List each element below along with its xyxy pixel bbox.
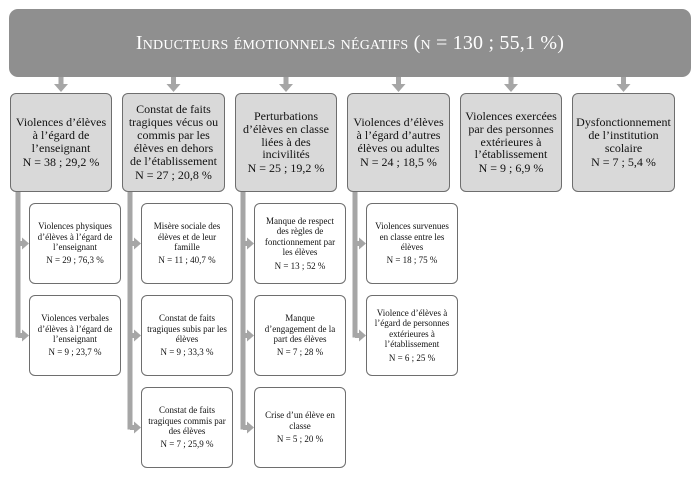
subcategory-name: Manque de respect des règles de fonctionnement par les élèves	[264, 216, 336, 258]
subcategory-box	[29, 295, 121, 376]
subcategory-stat: N = 6 ; 25 %	[388, 352, 436, 363]
category-box	[572, 93, 675, 192]
category-name: Dysfonctionnement de l’institution scolaire	[576, 115, 671, 155]
category-stat: N = 25 ; 19,2 %	[247, 161, 325, 176]
category-name: Violences d’élèves à l’égard de l’enseignant	[15, 115, 107, 155]
subcategory-box	[254, 295, 346, 376]
header-arrow-head	[279, 84, 293, 92]
connector-arrow-head	[134, 422, 141, 434]
connector-arrow-head	[247, 330, 254, 342]
subcategory-box	[141, 203, 233, 284]
connector-arrow-head	[22, 238, 29, 250]
subcategory-stat: N = 13 ; 52 %	[274, 260, 326, 271]
subcategory-name: Crise d’un élève en classe	[265, 410, 335, 431]
category-box	[347, 93, 450, 192]
header-arrow-head	[617, 84, 631, 92]
subcategory-name: Violences physiques d’élèves à l’égard de l’enseignant	[37, 221, 113, 252]
subcategory-box	[254, 387, 346, 468]
category-box	[235, 93, 337, 192]
subcategory-box	[366, 295, 458, 376]
subcategory-stat: N = 7 ; 25,9 %	[160, 439, 214, 450]
connector-arrow-head	[359, 238, 366, 250]
connector-arrow-head	[359, 330, 366, 342]
header-arrow-head	[167, 84, 181, 92]
subcategory-stat: N = 11 ; 40,7 %	[158, 255, 216, 266]
subcategory-box	[141, 387, 233, 468]
subcategory-stat: N = 29 ; 76,3 %	[46, 255, 104, 266]
subcategory-stat: N = 5 ; 20 %	[276, 434, 324, 445]
subcategory-stat: N = 9 ; 33,3 %	[160, 347, 214, 358]
category-name: Violences exercées par des personnes extérieures à l’établissement	[465, 108, 557, 162]
category-box	[10, 93, 112, 192]
connector-arrow-head	[247, 422, 254, 434]
subcategory-name: Violences verbales d’élèves à l’égard de l’enseignant	[37, 313, 113, 344]
category-name: Perturbations d’élèves en classe liées à des incivilités	[243, 108, 329, 162]
subcategory-box	[141, 295, 233, 376]
header-title-text: Inducteurs émotionnels négatifs (n = 130 ; 55,1 %)	[135, 31, 565, 54]
header-arrow-head	[504, 84, 518, 92]
category-stat: N = 7 ; 5,4 %	[591, 154, 656, 169]
subcategory-name: Violences survenues en classe entre les élèves	[375, 221, 449, 252]
category-stat: N = 24 ; 18,5 %	[360, 154, 437, 169]
category-stat: N = 27 ; 20,8 %	[135, 167, 212, 182]
category-box	[460, 93, 562, 192]
category-box	[122, 93, 225, 192]
subcategory-name: Constat de faits tragiques subis par les élèves	[147, 313, 227, 344]
category-stat: N = 9 ; 6,9 %	[478, 161, 544, 176]
connector-arrow-head	[247, 238, 254, 250]
subcategory-box	[29, 203, 121, 284]
subcategory-name: Constat de faits tragiques commis par des élèves	[148, 405, 226, 436]
subcategory-name: Violence d’élèves à l’égard de personnes extérieures à l’établissement	[374, 308, 450, 350]
category-name: Constat de faits tragiques vécus ou commis par les élèves en dehors de l’établissement	[128, 102, 219, 168]
category-stat: N = 38 ; 29,2 %	[22, 154, 100, 169]
header-arrow-head	[392, 84, 406, 92]
subcategory-name: Manque d’engagement de la part des élèves	[264, 313, 336, 344]
connector-arrow-head	[134, 330, 141, 342]
header-arrow-head	[54, 84, 68, 92]
subcategory-stat: N = 18 ; 75 %	[386, 255, 438, 266]
subcategory-box	[254, 203, 346, 284]
connector-arrow-head	[134, 238, 141, 250]
subcategory-box	[366, 203, 458, 284]
connector-arrow-head	[22, 330, 29, 342]
subcategory-name: Misère sociale des élèves et de leur famille	[153, 221, 221, 252]
category-name: Violences d’élèves à l’égard d’autres élèves ou adultes	[353, 115, 444, 155]
header-title	[9, 9, 691, 77]
subcategory-stat: N = 9 ; 23,7 %	[48, 347, 102, 358]
subcategory-stat: N = 7 ; 28 %	[276, 347, 324, 358]
